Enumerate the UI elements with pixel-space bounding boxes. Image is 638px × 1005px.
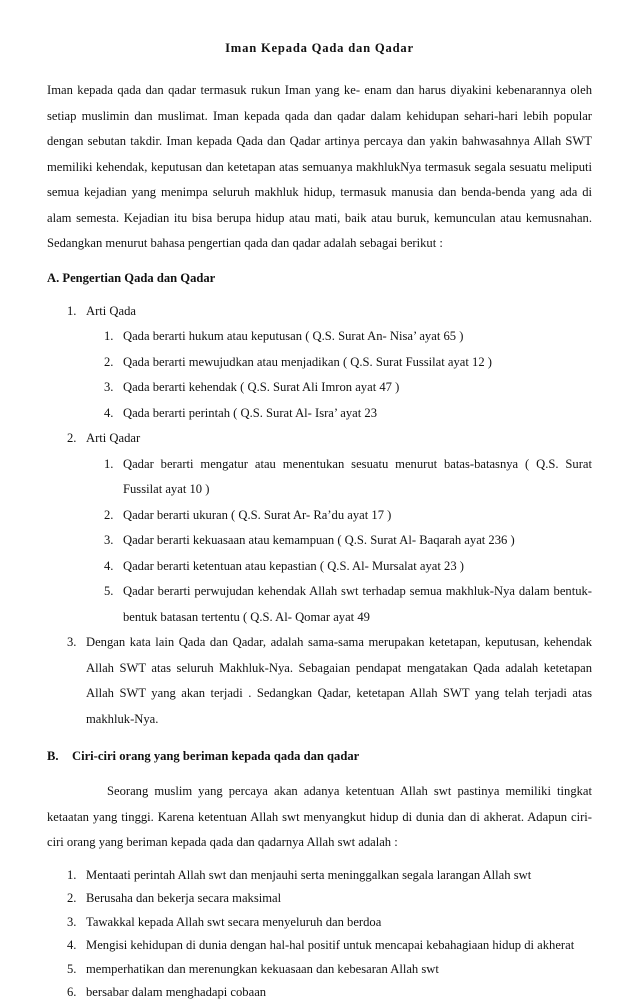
sublist-item-text: Qada berarti hukum atau keputusan ( Q.S. Surat An- Nisa’ ayat 65 ) — [123, 329, 463, 343]
list-item — [47, 887, 592, 911]
list-item-text: Berusaha dan bekerja secara maksimal — [86, 891, 281, 905]
document-title: Iman Kepada Qada dan Qadar — [47, 38, 592, 58]
sublist-item-text: Qadar berarti mengatur atau menentukan sesuatu menurut batas-batasnya ( Q.S. Surat Fussilat ayat 10 ) — [123, 457, 592, 497]
sublist-item — [47, 324, 592, 350]
sublist-item — [47, 503, 592, 529]
section-b-list — [47, 864, 592, 1005]
arti-qada-sublist — [47, 324, 592, 426]
list-item-label: Dengan kata lain Qada dan Qadar, adalah sama-sama merupakan ketetapan, keputusan, kehendak Allah SWT atas seluruh Makhluk-Nya. Sebagaian pendapat mengatakan Qada adalah ketetapan Allah SWT yang akan terjadi . Sedangkan Qadar, ketetapan Allah SWT yang telah terjadi atas makhluk-Nya. — [86, 635, 592, 726]
list-item-text: Tawakkal kepada Allah swt secara menyeluruh dan berdoa — [86, 915, 381, 929]
sublist-item — [47, 350, 592, 376]
sublist-item — [47, 528, 592, 554]
sublist-item — [47, 375, 592, 401]
list-number: 6. — [67, 981, 76, 1005]
list-number: 1. — [67, 299, 76, 325]
section-b-heading — [47, 744, 592, 769]
list-number: 2. — [67, 887, 76, 911]
list-item — [47, 934, 592, 958]
list-number: 4. — [104, 401, 113, 427]
list-number: 1. — [104, 452, 113, 478]
section-b-paragraph: Seorang muslim yang percaya akan adanya ketentuan Allah swt pastinya memiliki tingkat ketaatan yang tinggi. Karena ketentuan Allah swt menyangkut hidup di dunia dan di akherat. Adapun ciri-ciri orang yang beriman kepada qada dan qadarnya Allah swt adalah : — [47, 779, 592, 856]
list-number: 5. — [67, 958, 76, 982]
list-item-arti-qada — [47, 299, 592, 427]
sublist-item-text: Qadar berarti perwujudan kehendak Allah swt terhadap semua makhluk-Nya dalam bentuk-bentuk batasan tertentu ( Q.S. Al- Qomar ayat 49 — [123, 584, 592, 624]
list-item-text: memperhatikan dan merenungkan kekuasaan dan kebesaran Allah swt — [86, 962, 439, 976]
list-item-label: Arti Qada — [86, 304, 136, 318]
list-item-text: Mentaati perintah Allah swt dan menjauhi serta meninggalkan segala larangan Allah swt — [86, 868, 531, 882]
sublist-item-text: Qada berarti mewujudkan atau menjadikan ( Q.S. Surat Fussilat ayat 12 ) — [123, 355, 492, 369]
sublist-item — [47, 452, 592, 503]
list-item — [47, 981, 592, 1005]
list-number: 3. — [67, 911, 76, 935]
section-b-label: B. — [47, 744, 68, 769]
arti-qadar-sublist — [47, 452, 592, 631]
list-number: 1. — [104, 324, 113, 350]
sublist-item-text: Qada berarti perintah ( Q.S. Surat Al- Isra’ ayat 23 — [123, 406, 377, 420]
list-number: 3. — [104, 375, 113, 401]
list-item-summary — [47, 630, 592, 732]
list-number: 3. — [67, 630, 76, 656]
list-item-text: Mengisi kehidupan di dunia dengan hal-hal positif untuk mencapai kebahagiaan hidup di akherat — [86, 938, 574, 952]
intro-paragraph: Iman kepada qada dan qadar termasuk rukun Iman yang ke- enam dan harus diyakini kebenarannya oleh setiap muslimin dan muslimat. Iman kepada qada dan qadar dalam kehidupan sehari-hari lebih popular dengan sebutan takdir. Iman kepada Qada dan Qadar artinya percaya dan yakin bahwasahnya Allah SWT memiliki kehendak, keputusan dan ketetapan atas semuanya makhlukNya termasuk segala sesuatu meliputi semua kejadian yang menimpa seluruh makhluk hidup, termasuk manusia dan benda-benda yang ada di alam semesta. Kejadian itu bisa berupa hidup atau mati, baik atau buruk, kemunculan atau kemusnahan. Sedangkan menurut bahasa pengertian qada dan qadar adalah sebagai berikut : — [47, 78, 592, 257]
list-item-arti-qadar — [47, 426, 592, 630]
sublist-item-text: Qadar berarti kekuasaan atau kemampuan ( Q.S. Surat Al- Baqarah ayat 236 ) — [123, 533, 515, 547]
sublist-item-text: Qada berarti kehendak ( Q.S. Surat Ali Imron ayat 47 ) — [123, 380, 399, 394]
list-number: 2. — [67, 426, 76, 452]
section-b-title: Ciri-ciri orang yang beriman kepada qada dan qadar — [72, 744, 359, 769]
list-item-text: bersabar dalam menghadapi cobaan — [86, 985, 266, 999]
sublist-item — [47, 579, 592, 630]
list-item-label: Arti Qadar — [86, 431, 140, 445]
list-number: 2. — [104, 503, 113, 529]
sublist-item — [47, 401, 592, 427]
sublist-item — [47, 554, 592, 580]
list-number: 4. — [104, 554, 113, 580]
sublist-item-text: Qadar berarti ukuran ( Q.S. Surat Ar- Ra’du ayat 17 ) — [123, 508, 391, 522]
list-item — [47, 864, 592, 888]
list-number: 1. — [67, 864, 76, 888]
list-item — [47, 911, 592, 935]
section-a-heading: A. Pengertian Qada dan Qadar — [47, 266, 592, 291]
list-number: 3. — [104, 528, 113, 554]
section-a-list — [47, 299, 592, 733]
sublist-item-text: Qadar berarti ketentuan atau kepastian ( Q.S. Al- Mursalat ayat 23 ) — [123, 559, 464, 573]
list-number: 4. — [67, 934, 76, 958]
list-number: 2. — [104, 350, 113, 376]
list-item — [47, 958, 592, 982]
list-number: 5. — [104, 579, 113, 605]
